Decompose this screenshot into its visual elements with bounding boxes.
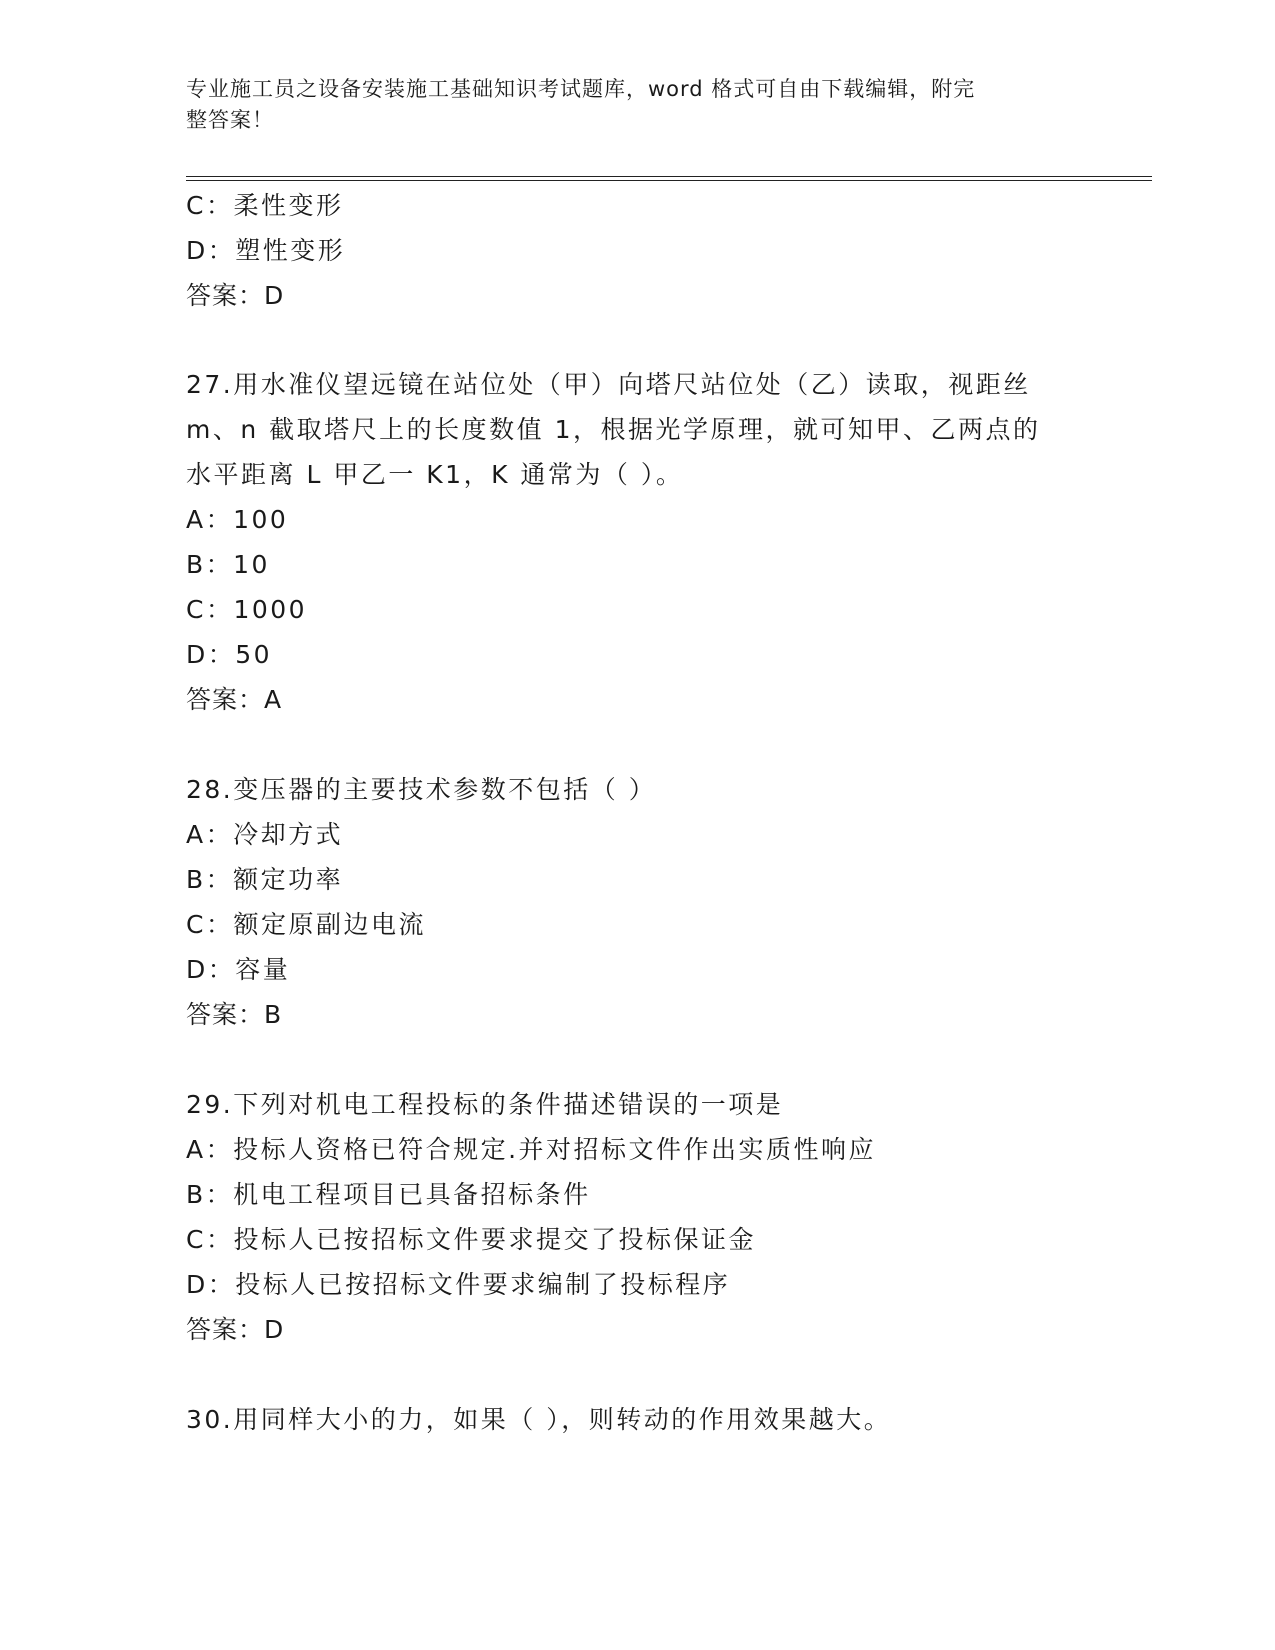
option-text: 10	[233, 550, 270, 579]
option-c	[186, 595, 307, 625]
question-29-line-1: 29.下列对机电工程投标的条件描述错误的一项是	[186, 1090, 784, 1119]
option-c	[186, 191, 343, 221]
option-key: A：	[186, 1135, 234, 1164]
header-divider-top	[186, 176, 1152, 177]
option-key: B：	[186, 1180, 234, 1209]
question-27-line-3: 水平距离 L 甲乙一 K1，K 通常为（ ）。	[186, 460, 684, 489]
option-b	[186, 865, 343, 895]
option-text: 容量	[235, 955, 291, 984]
answer-line: 答案：B	[186, 1000, 283, 1029]
option-c	[186, 910, 426, 940]
header-title-line-2: 整答案！	[186, 108, 274, 132]
option-b	[186, 550, 270, 580]
question-30-line-1: 30.用同样大小的力，如果（ ），则转动的作用效果越大。	[186, 1405, 892, 1434]
option-text: 投标人资格已符合规定.并对招标文件作出实质性响应	[233, 1135, 877, 1164]
option-b	[186, 1180, 591, 1210]
question-27-line-2: m、n 截取塔尺上的长度数值 1，根据光学原理，就可知甲、乙两点的	[186, 415, 1041, 444]
option-d	[186, 640, 272, 670]
question-28-line-1: 28.变压器的主要技术参数不包括（ ）	[186, 775, 657, 804]
option-key: C：	[186, 595, 234, 624]
option-a	[186, 1135, 876, 1165]
option-key: A：	[186, 820, 234, 849]
header-divider-bottom	[186, 180, 1152, 181]
option-text: 投标人已按招标文件要求提交了投标保证金	[233, 1225, 756, 1254]
option-key: B：	[186, 550, 234, 579]
option-d	[186, 1270, 730, 1300]
option-key: B：	[186, 865, 234, 894]
option-text: 额定功率	[233, 865, 344, 894]
option-key: D：	[186, 236, 236, 265]
option-text: 柔性变形	[233, 191, 344, 220]
option-key: A：	[186, 505, 234, 534]
option-a	[186, 505, 288, 535]
option-text: 额定原副边电流	[233, 910, 426, 939]
option-d	[186, 955, 290, 985]
option-key: D：	[186, 955, 236, 984]
answer-line: 答案：D	[186, 1315, 285, 1344]
header-title-line-1: 专业施工员之设备安装施工基础知识考试题库，word 格式可自由下载编辑，附完	[186, 77, 976, 101]
option-text: 机电工程项目已具备招标条件	[233, 1180, 591, 1209]
option-key: D：	[186, 1270, 236, 1299]
option-key: C：	[186, 1225, 234, 1254]
answer-line: 答案：A	[186, 685, 283, 714]
option-key: D：	[186, 640, 236, 669]
option-text: 塑性变形	[235, 236, 346, 265]
option-a	[186, 820, 343, 850]
option-key: C：	[186, 910, 234, 939]
option-text: 1000	[233, 595, 308, 624]
option-text: 50	[235, 640, 273, 669]
question-27-line-1: 27.用水准仪望远镜在站位处（甲）向塔尺站位处（乙）读取，视距丝	[186, 370, 1031, 399]
answer-line: 答案：D	[186, 281, 285, 310]
option-text: 投标人已按招标文件要求编制了投标程序	[235, 1270, 731, 1299]
option-text: 冷却方式	[233, 820, 344, 849]
option-c	[186, 1225, 756, 1255]
option-text: 100	[233, 505, 289, 534]
document-header	[186, 74, 1066, 136]
option-key: C：	[186, 191, 234, 220]
option-d	[186, 236, 345, 266]
